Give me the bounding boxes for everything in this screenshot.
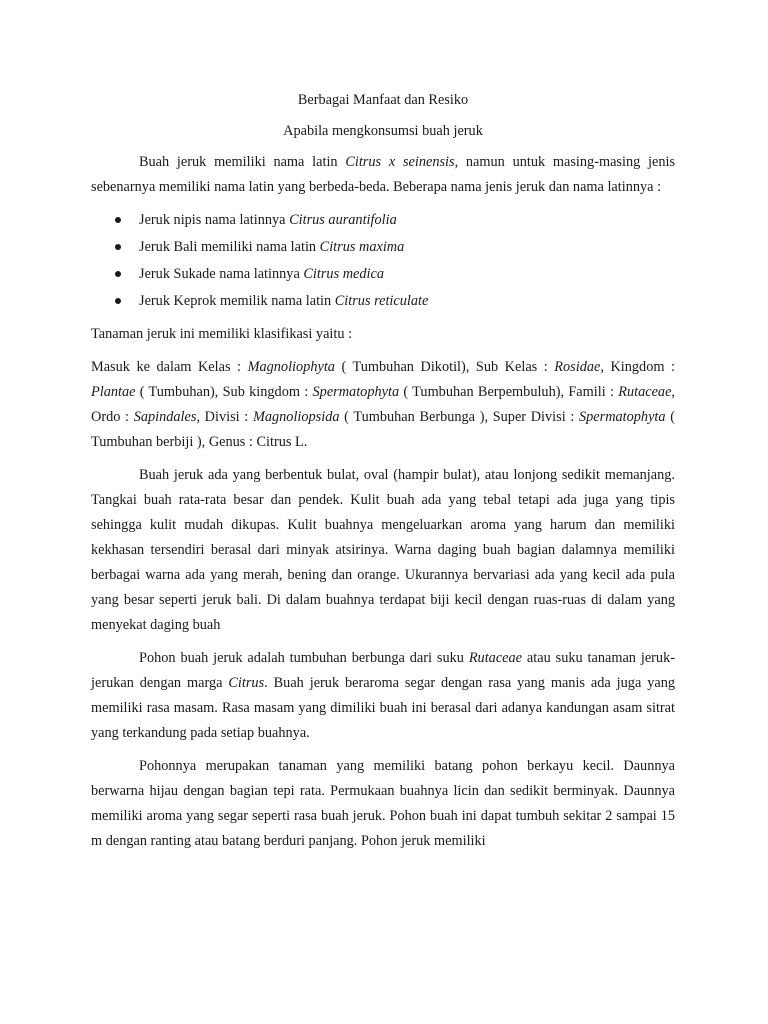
klasifikasi-text: , Divisi : — [196, 409, 253, 425]
list-item-text: Jeruk Keprok memilik nama latin — [139, 293, 335, 309]
intro-text-2: , namun untuk masing-masing jenis sebenarnya memiliki nama latin yang berbeda-beda. Beberapa nama jenis jeruk dan nama latinnya : — [91, 154, 676, 195]
klasifikasi-latin: Spermatophyta — [578, 409, 666, 425]
bentuk-buah-paragraph: Buah jeruk ada yang berbentuk bulat, oval (hampir bulat), atau lonjong sedikit memanjang. Tangkai buah rata-rata besar dan pendek. Kulit buah ada yang tebal tetapi ada juga yang tipis sehingga kulit mudah dikupas. Kulit buahnya mengeluarkan aroma yang harum dan memiliki kekhasan tersendiri berasal dari minyak atsirinya. Warna daging buah bagian dalamnya memiliki berbagai warna ada yang merah, bening dan orange. Ukurannya bervariasi ada yang kecil ada pula yang besar seperti jeruk bali. Di dalam buahnya terdapat biji kecil dengan ruas-ruas di dalam yang menyekat daging buah — [91, 467, 675, 633]
document-page — [91, 88, 675, 854]
klasifikasi-latin: Magnoliopsida — [252, 409, 340, 425]
intro-latin-name: Citrus x seinensis — [345, 154, 455, 170]
pohon-jeruk-paragraph — [91, 646, 675, 746]
klasifikasi-text: ( Tumbuhan Dikotil), Sub Kelas : — [334, 359, 555, 375]
bullet-icon — [115, 298, 121, 304]
list-item-latin: Citrus reticulate — [334, 293, 429, 309]
klasifikasi-latin: Plantae — [91, 384, 136, 400]
list-item-latin: Citrus medica — [303, 266, 384, 282]
klasifikasi-paragraph — [91, 355, 675, 455]
klasifikasi-latin: Rutaceae — [618, 384, 672, 400]
intro-text-1: Buah jeruk memiliki nama latin — [139, 154, 346, 170]
citrus-species-list — [91, 208, 675, 314]
bullet-icon — [115, 271, 121, 277]
bullet-icon — [115, 244, 121, 250]
klasifikasi-intro: Tanaman jeruk ini memiliki klasifikasi yaitu : — [91, 326, 353, 342]
klasifikasi-text: ( Tumbuhan berbiji ), Genus : Citrus L. — [91, 409, 675, 450]
list-item-text: Jeruk Bali memiliki nama latin — [139, 239, 320, 255]
klasifikasi-latin: Sapindales — [133, 409, 197, 425]
klasifikasi-text: ( Tumbuhan Berbunga ), Super Divisi : — [339, 409, 579, 425]
pohon-text: Pohon buah jeruk adalah tumbuhan berbunga dari suku — [139, 650, 469, 666]
list-item-text: Jeruk nipis nama latinnya — [139, 212, 290, 228]
intro-paragraph — [91, 150, 675, 200]
bullet-icon — [115, 217, 121, 223]
batang-pohon-paragraph: Pohonnya merupakan tanaman yang memiliki batang pohon berkayu kecil. Daunnya berwarna hijau dengan bagian tepi rata. Permukaan buahnya licin dan sedikit berminyak. Daunnya memiliki aroma yang segar seperti rasa buah jeruk. Pohon buah ini dapat tumbuh sekitar 2 sampai 15 m dengan ranting atau batang berduri panjang. Pohon jeruk memiliki — [91, 758, 675, 849]
klasifikasi-latin: Spermatophyta — [312, 384, 400, 400]
list-item — [91, 289, 675, 314]
document-title-line-1: Berbagai Manfaat dan Resiko — [297, 92, 469, 108]
list-item-latin: Citrus aurantifolia — [289, 212, 397, 228]
list-item — [91, 235, 675, 260]
document-title-line-2: Apabila mengkonsumsi buah jeruk — [283, 123, 483, 139]
klasifikasi-text: ( Tumbuhan Berpembuluh), Famili : — [399, 384, 619, 400]
pohon-latin: Rutaceae — [468, 650, 523, 666]
klasifikasi-text: , Ordo : — [91, 384, 675, 425]
klasifikasi-latin: Magnoliophyta — [247, 359, 335, 375]
klasifikasi-text: , Kingdom : — [600, 359, 675, 375]
pohon-latin: Citrus — [228, 675, 265, 691]
klasifikasi-text: Masuk ke dalam Kelas : — [91, 359, 248, 375]
klasifikasi-latin: Rosidae — [554, 359, 601, 375]
list-item — [91, 208, 675, 233]
pohon-text: atau suku tanaman jeruk-jerukan dengan marga — [91, 650, 675, 691]
pohon-text: . Buah jeruk beraroma segar dengan rasa yang manis ada juga yang memiliki rasa masam. Rasa masam yang dimiliki buah ini berasal dari adanya kandungan asam sitrat yang terkandung pada setiap buahnya. — [91, 675, 675, 741]
list-item-latin: Citrus maxima — [319, 239, 405, 255]
list-item-text: Jeruk Sukade nama latinnya — [139, 266, 304, 282]
list-item — [91, 262, 675, 287]
klasifikasi-text: ( Tumbuhan), Sub kingdom : — [135, 384, 313, 400]
